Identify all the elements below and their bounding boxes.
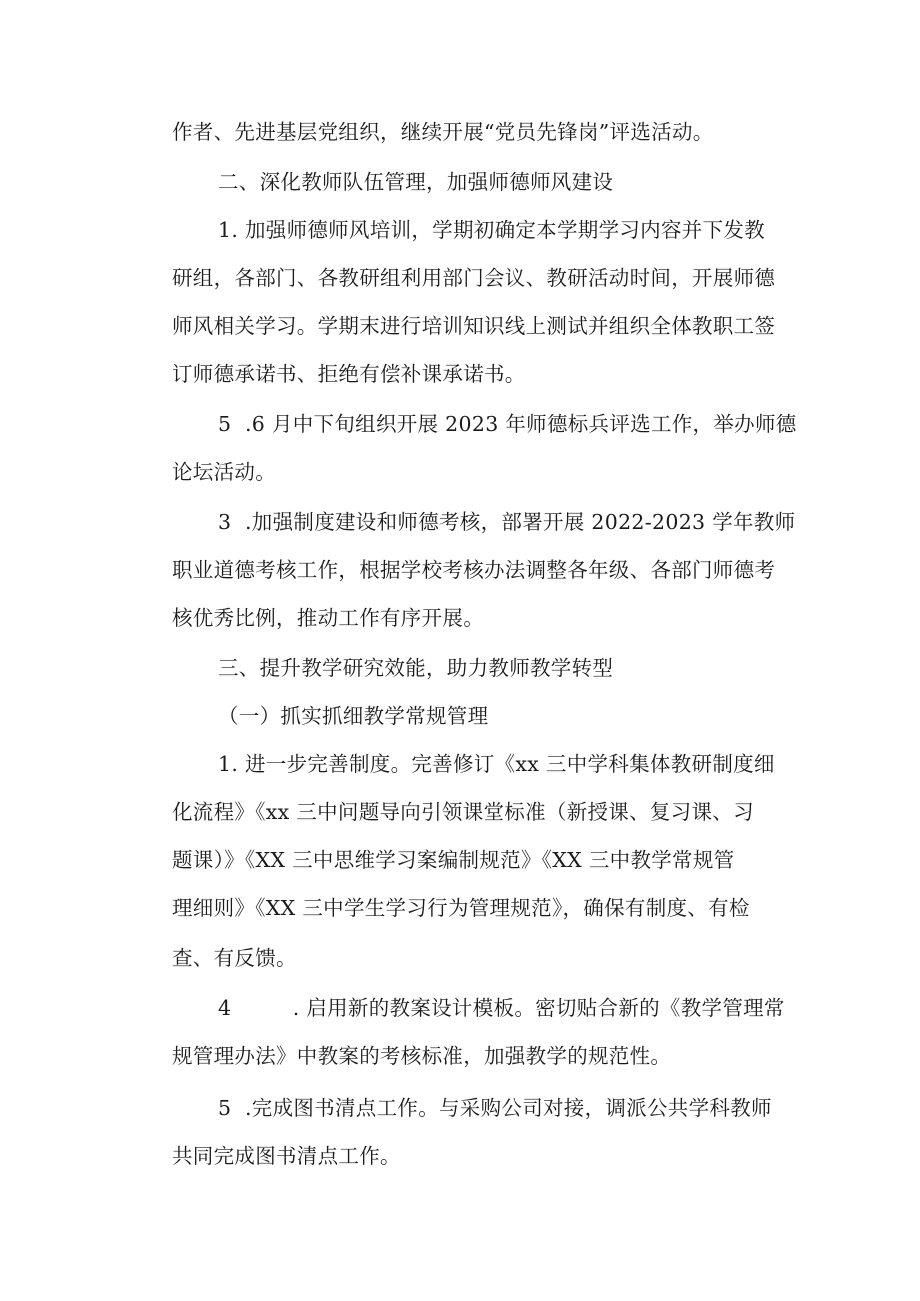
text-line: 师风相关学习。学期末进行培训知识线上测试并组织全体教职工签: [172, 314, 776, 338]
text-line: 研组，各部门、各教研组利用部门会议、教研活动时间，开展师德: [172, 266, 776, 290]
text-line: 论坛活动。: [172, 460, 276, 484]
text-line: 共同完成图书清点工作。: [172, 1144, 401, 1168]
text-line: 1. 进一步完善制度。完善修订《xx 三中学科集体教研制度细: [218, 752, 775, 776]
text-line: 核优秀比例，推动工作有序开展。: [172, 606, 484, 630]
text-line: 5 .完成图书清点工作。与采购公司对接，调派公共学科教师: [218, 1096, 772, 1120]
text-line: 化流程》《xx 三中问题导向引领课堂标准（新授课、复习课、习: [172, 800, 754, 824]
text-line: 3 .加强制度建设和师德考核，部署开展 2022-2023 学年教师: [218, 510, 796, 534]
text-line: 作者、先进基层党组织，继续开展“党员先锋岗”评选活动。: [172, 120, 714, 144]
section-heading: 三、提升教学研究效能，助力教师教学转型: [218, 656, 614, 680]
subsection-heading: （一）抓实抓细教学常规管理: [218, 704, 489, 728]
text-line: 查、有反馈。: [172, 946, 297, 970]
text-line: 规管理办法》中教案的考核标准，加强教学的规范性。: [172, 1044, 672, 1068]
text-line: 职业道德考核工作，根据学校考核办法调整各年级、各部门师德考: [172, 558, 776, 582]
text-line: 理细则》《XX 三中学生学习行为管理规范》，确保有制度、有检: [172, 896, 750, 920]
text-line: 题课）》《XX 三中思维学习案编制规范》《XX 三中教学常规管: [172, 848, 735, 872]
section-heading: 二、深化教师队伍管理，加强师德师风建设: [218, 170, 614, 194]
text-line: 1. 加强师德师风培训，学期初确定本学期学习内容并下发教: [218, 218, 765, 242]
text-line: 5 .6 月中下旬组织开展 2023 年师德标兵评选工作，举办师德: [218, 412, 797, 436]
text-line: 订师德承诺书、拒绝有偿补课承诺书。: [172, 362, 526, 386]
text-line: 4 . 启用新的教案设计模板。密切贴合新的《教学管理常: [218, 996, 785, 1020]
